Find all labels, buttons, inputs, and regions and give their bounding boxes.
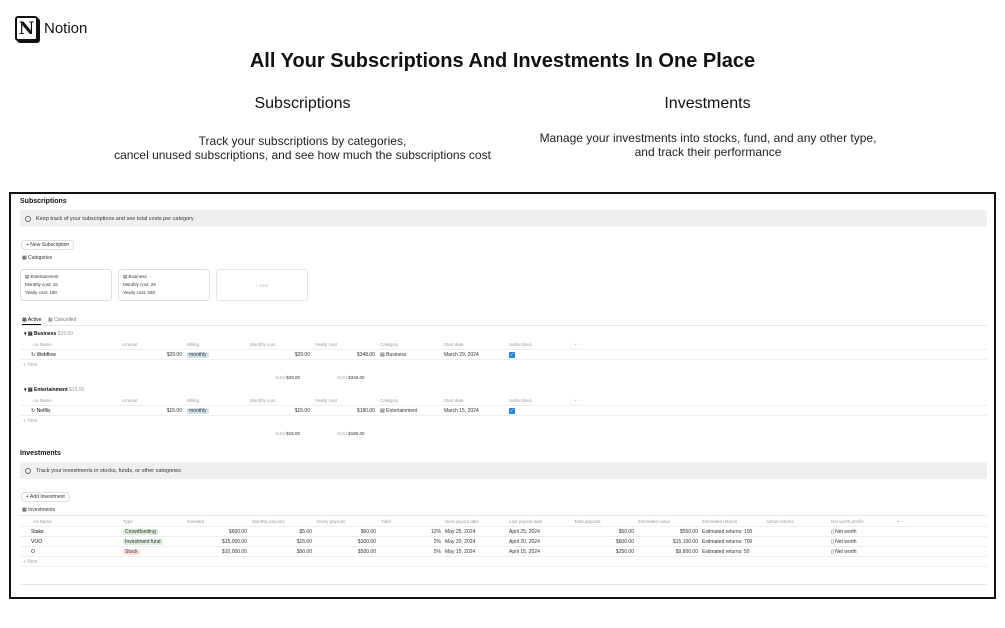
tabs-divider <box>20 325 987 326</box>
gallery-icon: ▦ <box>22 255 29 261</box>
subs-callout-text: Keep track of your subscriptions and see total costs per category <box>36 215 194 222</box>
notion-logo-icon: N <box>15 16 38 41</box>
type-tag: Investment fund <box>125 539 161 545</box>
inv-table-header-row: Aa Name Type Invested Monthly payouts Yearly payouts Yield Next payout date Last payout date Total payouts Estimated value Estimated returns Actual returns Net worth profile + ··· <box>20 517 987 527</box>
investments-desc-line2: and track their performance <box>634 145 782 159</box>
new-row-button[interactable]: + New <box>23 362 38 368</box>
tab-cancelled[interactable]: ▦ Cancelled <box>48 317 77 323</box>
subscriptions-desc <box>80 134 525 162</box>
investments-heading: Investments <box>664 95 751 112</box>
add-investment-button[interactable]: + Add Investment <box>21 492 70 502</box>
categories-label: ▦ Categories <box>22 255 53 261</box>
subscriptions-heading: Subscriptions <box>254 95 351 112</box>
footer-divider <box>20 584 987 585</box>
group-header-entertainment[interactable]: ▾ ▤ Entertainment $15.00 <box>24 387 85 393</box>
investments-desc-line1: Manage your investments into stocks, fund, and any other type, <box>539 131 877 145</box>
page-icon: ▯ <box>831 539 836 545</box>
table-row[interactable]: Stake Crowdfunding $600.00 $5.00 $60.00 12% May 25, 2024 April 25, 2024 $50.00 $550.00 Estimated returns: 100 ▯ Net worth <box>20 527 987 537</box>
sum-monthly: SUM $15.00 <box>275 431 301 436</box>
new-subscription-button[interactable]: + New Subscription <box>21 240 74 250</box>
category-icon: ▤ <box>123 274 129 279</box>
table-header-row: Aa Name Amount Billing Monthly cost Yearly cost Category Start date Subscribed + ··· <box>20 396 987 406</box>
tab-active[interactable]: ▦ Active <box>22 317 42 323</box>
page-icon: ▯ <box>831 529 836 535</box>
investments-desc <box>508 131 908 159</box>
headline: All Your Subscriptions And Investments In One Place <box>249 50 756 72</box>
page-icon: ▯ <box>831 549 836 555</box>
category-card[interactable] <box>20 269 112 301</box>
billing-tag: monthly <box>189 352 207 358</box>
card-yearly: Yearly cost: 180 <box>25 290 57 295</box>
subscribed-checkbox[interactable]: ✓ <box>509 408 515 414</box>
refresh-icon: ↻ <box>31 408 37 414</box>
add-column-icon[interactable]: + ··· <box>897 519 906 524</box>
subscriptions-desc-line2: cancel unused subscriptions, and see how much the subscriptions cost <box>114 148 491 162</box>
sum-yearly: SUM $348.00 <box>337 375 365 380</box>
table-row[interactable]: O Stock $10,000.00 $50.00 $500.00 5% May 15, 2024 April 15, 2024 $250.00 $9,800.00 Estimated returns: 50 ▯ Net worth <box>20 547 987 557</box>
subs-callout <box>20 210 987 227</box>
sum-monthly: SUM $29.00 <box>275 375 301 380</box>
db-divider <box>20 515 987 516</box>
subs-section-title: Subscriptions <box>20 198 67 205</box>
card-title: ▤ Business <box>123 274 147 279</box>
table-icon: ▦ <box>48 317 55 323</box>
card-yearly: Yearly cost: 348 <box>123 290 155 295</box>
new-row-button[interactable]: + New <box>23 418 38 424</box>
sum-yearly: SUM $180.00 <box>337 431 365 436</box>
card-monthly: Monthly cost: 15 <box>25 282 58 287</box>
table-row[interactable]: ↻ Webflow $29.00 monthly $29.00 $348.00 ▤ Business March 29, 2024 ✓ <box>20 350 987 360</box>
subscriptions-desc-line1: Track your subscriptions by categories, <box>198 134 407 148</box>
add-column-icon[interactable]: + ··· <box>574 342 583 347</box>
table-row[interactable]: VOO Investment fund $15,000.00 $15.00 $300.00 2% May 20, 2024 April 20, 2024 $600.00 $15,100.00 Estimated returns: 700 ▯ Net worth <box>20 537 987 547</box>
brand-name: Notion <box>44 20 88 37</box>
table-row[interactable]: ↻ Netflix $15.00 monthly $15.00 $180.00 ▤ Entertainment March 15, 2024 ✓ <box>20 406 987 416</box>
callout-icon <box>25 468 31 474</box>
inv-section-title: Investments <box>20 450 61 457</box>
notion-brand <box>15 16 87 41</box>
table-icon: ▦ <box>22 507 29 513</box>
table-header-row: Aa Name Amount Billing Monthly cost Yearly cost Category Start date Subscribed + ··· <box>20 340 987 350</box>
type-tag: Crowdfunding <box>125 529 156 535</box>
investments-db-label: ▦ Investments <box>22 507 56 513</box>
billing-tag: monthly <box>189 408 207 414</box>
category-card[interactable] <box>118 269 210 301</box>
category-icon: ▤ <box>25 274 31 279</box>
inv-callout-text: Track your investments in stocks, funds, or other categories <box>36 467 181 474</box>
group-header-business[interactable]: ▾ ▤ Business $29.00 <box>24 331 73 337</box>
card-monthly: Monthly cost: 29 <box>123 282 156 287</box>
notion-page-screenshot <box>9 192 996 599</box>
subscribed-checkbox[interactable]: ✓ <box>509 352 515 358</box>
type-tag: Stock <box>125 549 138 555</box>
new-category-card-button[interactable]: + New <box>216 269 308 301</box>
card-title: ▤ Entertainment <box>25 274 59 279</box>
refresh-icon: ↻ <box>31 352 37 358</box>
new-row-button[interactable]: + New <box>20 557 987 567</box>
table-icon: ▦ <box>22 317 28 323</box>
add-column-icon[interactable]: + ··· <box>574 398 583 403</box>
callout-icon <box>25 216 31 222</box>
inv-callout <box>20 462 987 479</box>
